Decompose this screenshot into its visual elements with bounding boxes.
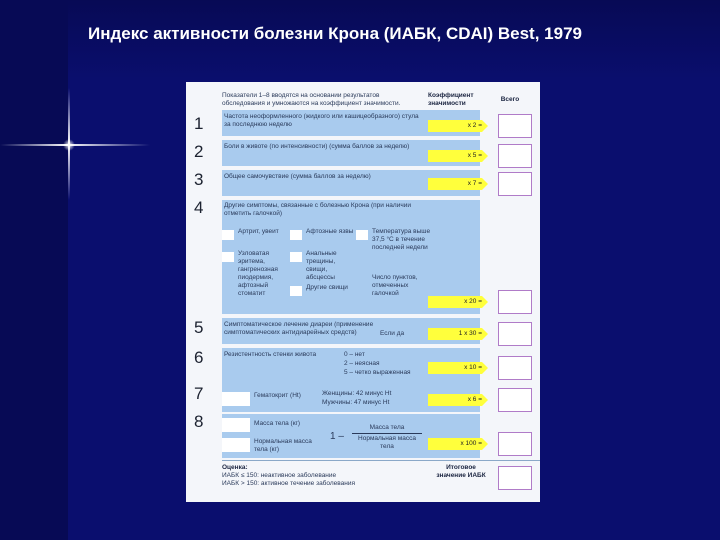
item-factor-8: x 100 = xyxy=(460,440,482,447)
arrow-right-icon xyxy=(482,150,488,162)
item-number-2: 2 xyxy=(194,142,204,161)
item-number-8: 8 xyxy=(194,412,204,431)
symptom-checkbox[interactable] xyxy=(222,230,234,240)
symptom-checkbox[interactable] xyxy=(290,230,302,240)
item-label-7: Гематокрит (Ht) xyxy=(254,392,301,399)
item-label-4: Другие симптомы, связанные с болезнью Крона (при наличии отметить галочкой) xyxy=(224,202,411,217)
item-total-1[interactable] xyxy=(498,114,532,138)
column-header-total: Всего xyxy=(500,96,520,103)
arrow-right-icon xyxy=(482,120,488,132)
item-factor-6: x 10 = xyxy=(464,364,482,371)
item-option-6: 0 – нет xyxy=(344,351,365,358)
form-intro: Показатели 1–8 вводятся на основании результатов обследования и умножаются на коэффициент значимости. xyxy=(222,92,401,107)
item-label-1: Частота неоформленного (жидкого или кашицеобразного) стула за последнюю неделю xyxy=(224,113,419,128)
score-title: Оценка: xyxy=(222,464,248,471)
arrow-right-icon xyxy=(482,438,488,450)
item-number-5: 5 xyxy=(194,318,204,337)
hematocrit-input[interactable] xyxy=(222,392,250,406)
sparkle-horizontal-decoration xyxy=(0,144,150,146)
footer-divider xyxy=(222,460,540,461)
item-number-4: 4 xyxy=(194,198,204,217)
symptom-checkbox[interactable] xyxy=(356,230,368,240)
item8-formula-denominator: Нормальная масса тела xyxy=(358,435,416,450)
slide-left-band xyxy=(0,0,68,540)
item-factor-2: x 5 = xyxy=(467,152,482,159)
body-weight-input[interactable] xyxy=(222,418,250,432)
item7-formula-women: Женщины: 42 минус Ht xyxy=(322,390,392,397)
item-total-6[interactable] xyxy=(498,356,532,380)
symptom-label: Артрит, увеит xyxy=(238,228,279,235)
final-score-label: Итоговое значение ИАБК xyxy=(436,464,486,479)
item-factor-4: x 20 = xyxy=(464,298,482,305)
normal-weight-input[interactable] xyxy=(222,438,250,452)
arrow-right-icon xyxy=(482,328,488,340)
score-line-1: ИАБК ≤ 150: неактивное заболевание xyxy=(222,472,337,479)
item-option-6: 5 – четко выраженная xyxy=(344,369,411,376)
item-number-1: 1 xyxy=(194,114,204,133)
item-answer-5: Если да xyxy=(380,330,405,337)
symptom-checkbox[interactable] xyxy=(290,286,302,296)
item-total-5[interactable] xyxy=(498,322,532,346)
item8-formula-numerator: Масса тела xyxy=(369,424,405,431)
item-factor-5: 1 x 30 = xyxy=(458,330,482,337)
item-label-3: Общее самочувствие (сумма баллов за неделю) xyxy=(224,173,371,180)
arrow-right-icon xyxy=(482,362,488,374)
item-label-6: Резистентность стенки живота xyxy=(224,351,317,358)
item-label-2: Боли в животе (по интенсивности) (сумма баллов за неделю) xyxy=(224,143,410,150)
symptom-label: Анальные трещины, свищи, абсцессы xyxy=(306,250,337,281)
cdai-form xyxy=(186,82,540,502)
item8-formula-prefix: 1 – xyxy=(330,431,344,442)
column-header-coefficient: Коэффициент значимости xyxy=(428,92,474,107)
item7-formula-men: Мужчины: 47 минус Ht xyxy=(322,399,390,406)
symptom-label: Температура выше 37,5 °С в течение последней недели xyxy=(372,228,431,251)
final-score-total[interactable] xyxy=(498,466,532,490)
slide-title: Индекс активности болезни Крона (ИАБК, CDAI) Best, 1979 xyxy=(88,24,582,43)
symptom-label: Другие свищи xyxy=(306,284,348,291)
item8-normal-weight-label: Нормальная масса тела (кг) xyxy=(254,438,312,453)
item-option-6: 2 – неясная xyxy=(344,360,380,367)
arrow-right-icon xyxy=(482,296,488,308)
item-factor-3: x 7 = xyxy=(467,180,482,187)
item-label-5: Симптоматическое лечение диареи (применение симптоматических антидиарейных средств) xyxy=(224,321,374,336)
symptom-count-label: Число пунктов, отмеченных галочкой xyxy=(372,274,418,297)
symptom-checkbox[interactable] xyxy=(290,252,302,262)
item-total-2[interactable] xyxy=(498,144,532,168)
symptom-label: Афтозные язвы xyxy=(306,228,354,235)
item-number-7: 7 xyxy=(194,384,204,403)
item-total-8[interactable] xyxy=(498,432,532,456)
item-number-6: 6 xyxy=(194,348,204,367)
item-number-3: 3 xyxy=(194,170,204,189)
item-row-8 xyxy=(222,414,480,458)
fraction-line xyxy=(352,433,422,434)
item-factor-7: x 6 = xyxy=(467,396,482,403)
symptom-checkbox[interactable] xyxy=(222,252,234,262)
item-total-7[interactable] xyxy=(498,388,532,412)
symptom-label: Узловатая эритема, гангренозная пиодермия, афтозный стоматит xyxy=(238,250,278,297)
item-total-4[interactable] xyxy=(498,290,532,314)
item-label-8: Масса тела (кг) xyxy=(254,420,301,427)
item-factor-1: x 2 = xyxy=(467,122,482,129)
item-total-3[interactable] xyxy=(498,172,532,196)
sparkle-star-icon xyxy=(63,139,75,151)
score-line-2: ИАБК > 150: активное течение заболевания xyxy=(222,480,356,487)
arrow-right-icon xyxy=(482,394,488,406)
arrow-right-icon xyxy=(482,178,488,190)
